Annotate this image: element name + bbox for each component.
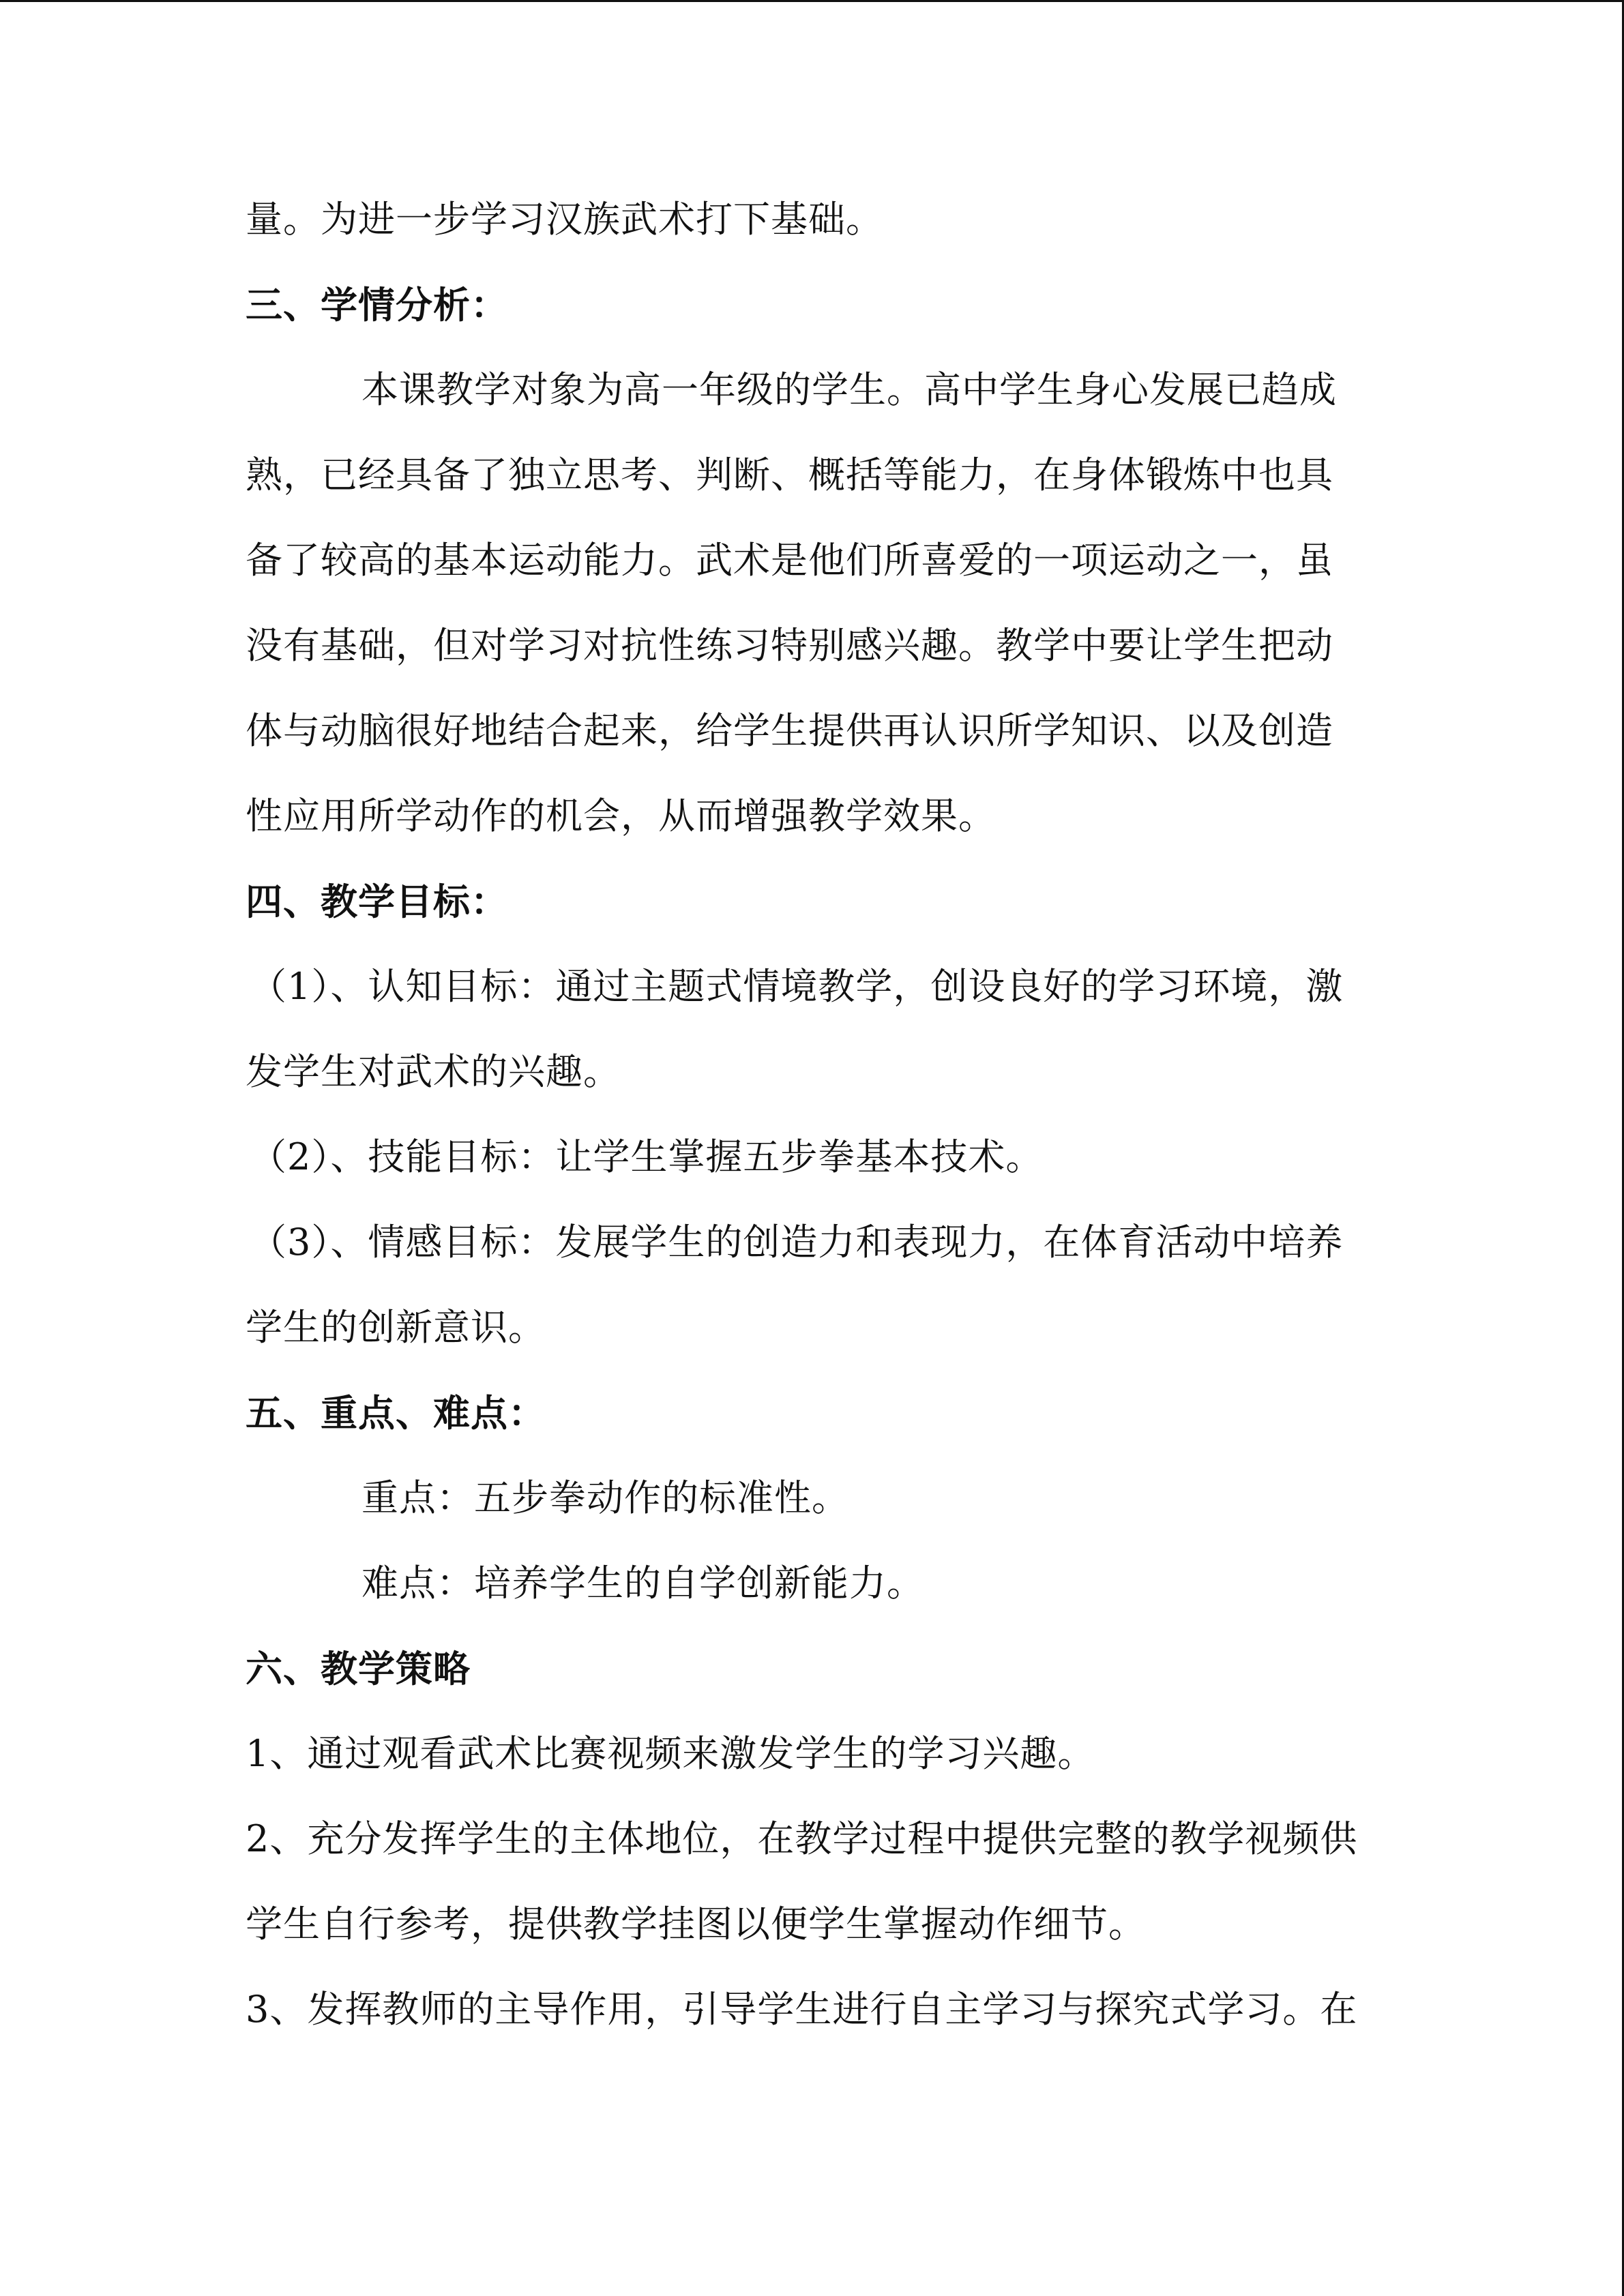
key-point-line: 重点：五步拳动作的标准性。: [361, 1476, 849, 1519]
paragraph-line: 量。为进一步学习汉族武术打下基础。: [246, 198, 883, 241]
paragraph-line: 学生的创新意识。: [246, 1306, 546, 1349]
paragraph-line: 体与动脑很好地结合起来，给学生提供再认识所学知识、以及创造: [246, 709, 1333, 752]
section-heading-learning-analysis: 三、学情分析：: [246, 283, 508, 327]
goal-item-emotion: （3）、情感目标：发展学生的创造力和表现力，在体育活动中培养: [250, 1221, 1344, 1264]
section-heading-teaching-goals: 四、教学目标：: [246, 880, 508, 923]
strategy-item-1: 1、通过观看武术比赛视频来激发学生的学习兴趣。: [246, 1732, 1095, 1775]
section-heading-key-points: 五、重点、难点：: [246, 1391, 546, 1435]
difficulty-line: 难点：培养学生的自学创新能力。: [361, 1562, 924, 1605]
paragraph-line: 没有基础，但对学习对抗性练习特别感兴趣。教学中要让学生把动: [246, 624, 1333, 667]
goal-item-skill: （2）、技能目标：让学生掌握五步拳基本技术。: [250, 1135, 1044, 1178]
paragraph-line: 学生自行参考，提供教学挂图以便学生掌握动作细节。: [246, 1903, 1146, 1945]
paragraph-line: 发学生对武术的兴趣。: [246, 1050, 621, 1093]
goal-item-cognitive: （1）、认知目标：通过主题式情境教学，创设良好的学习环境，激: [250, 965, 1344, 1008]
paragraph-line: 熟，已经具备了独立思考、判断、概括等能力，在身体锻炼中也具: [246, 453, 1333, 496]
page-top-border: [0, 0, 1624, 2]
paragraph-line: 备了较高的基本运动能力。武术是他们所喜爱的一项运动之一，虽: [246, 539, 1333, 582]
section-heading-teaching-strategy: 六、教学策略: [246, 1647, 471, 1690]
paragraph-line: 性应用所学动作的机会，从而增强教学效果。: [246, 794, 996, 837]
paragraph-line: 本课教学对象为高一年级的学生。高中学生身心发展已趋成: [361, 368, 1337, 411]
strategy-item-3: 3、发挥教师的主导作用，引导学生进行自主学习与探究式学习。在: [246, 1988, 1358, 2031]
strategy-item-2: 2、充分发挥学生的主体地位，在教学过程中提供完整的教学视频供: [246, 1817, 1358, 1860]
